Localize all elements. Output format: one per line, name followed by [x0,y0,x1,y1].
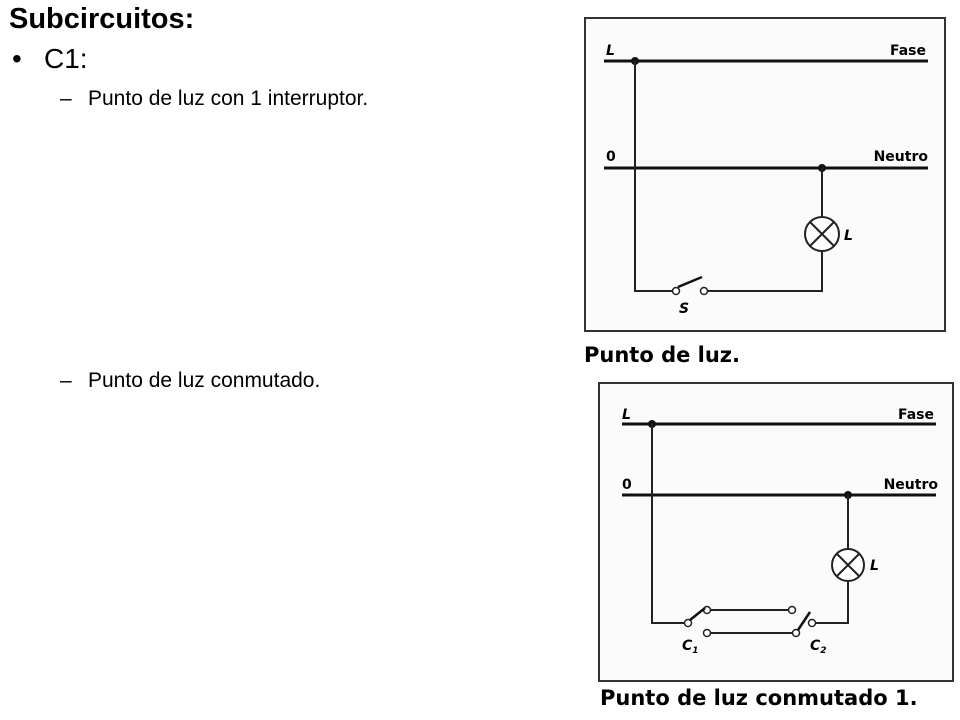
dash-marker: – [60,369,72,392]
label-neutro: Neutro [873,149,928,165]
label-fase: Fase [889,43,926,59]
label-neutro: Neutro [883,477,938,493]
circuit-diagram-punto-luz [580,15,950,335]
diagram-frame [585,18,945,331]
label-line-0: 0 [606,149,616,165]
sub-item-punto-luz [60,86,368,111]
label-line-l: L [606,43,615,59]
caption-punto-conmutado: Punto de luz conmutado 1. [600,686,918,710]
caption-punto-luz: Punto de luz. [584,343,741,367]
bullet-label: C1: [44,43,88,74]
sub-item-text: Punto de luz con 1 interruptor. [88,87,369,110]
label-lamp: L [844,228,853,244]
label-line-0: 0 [622,477,632,493]
label-switch: S [678,301,690,317]
circuit-diagram-punto-conmutado [594,380,958,685]
label-fase: Fase [897,407,934,423]
bullet-c1 [12,42,88,76]
label-lamp: L [870,558,879,574]
label-line-l: L [622,407,631,423]
label-switch-c2: $C_2$ [810,638,827,656]
bullet-dot: • [12,43,22,74]
sub-item-text: Punto de luz conmutado. [88,369,321,392]
dash-marker: – [60,87,72,110]
lamp-symbol [805,217,839,251]
lamp-symbol [832,549,864,581]
slide-title: Subcircuitos: [9,3,195,35]
sub-item-punto-conmutado [60,368,320,393]
label-switch-c1: $C_1$ [682,638,699,656]
